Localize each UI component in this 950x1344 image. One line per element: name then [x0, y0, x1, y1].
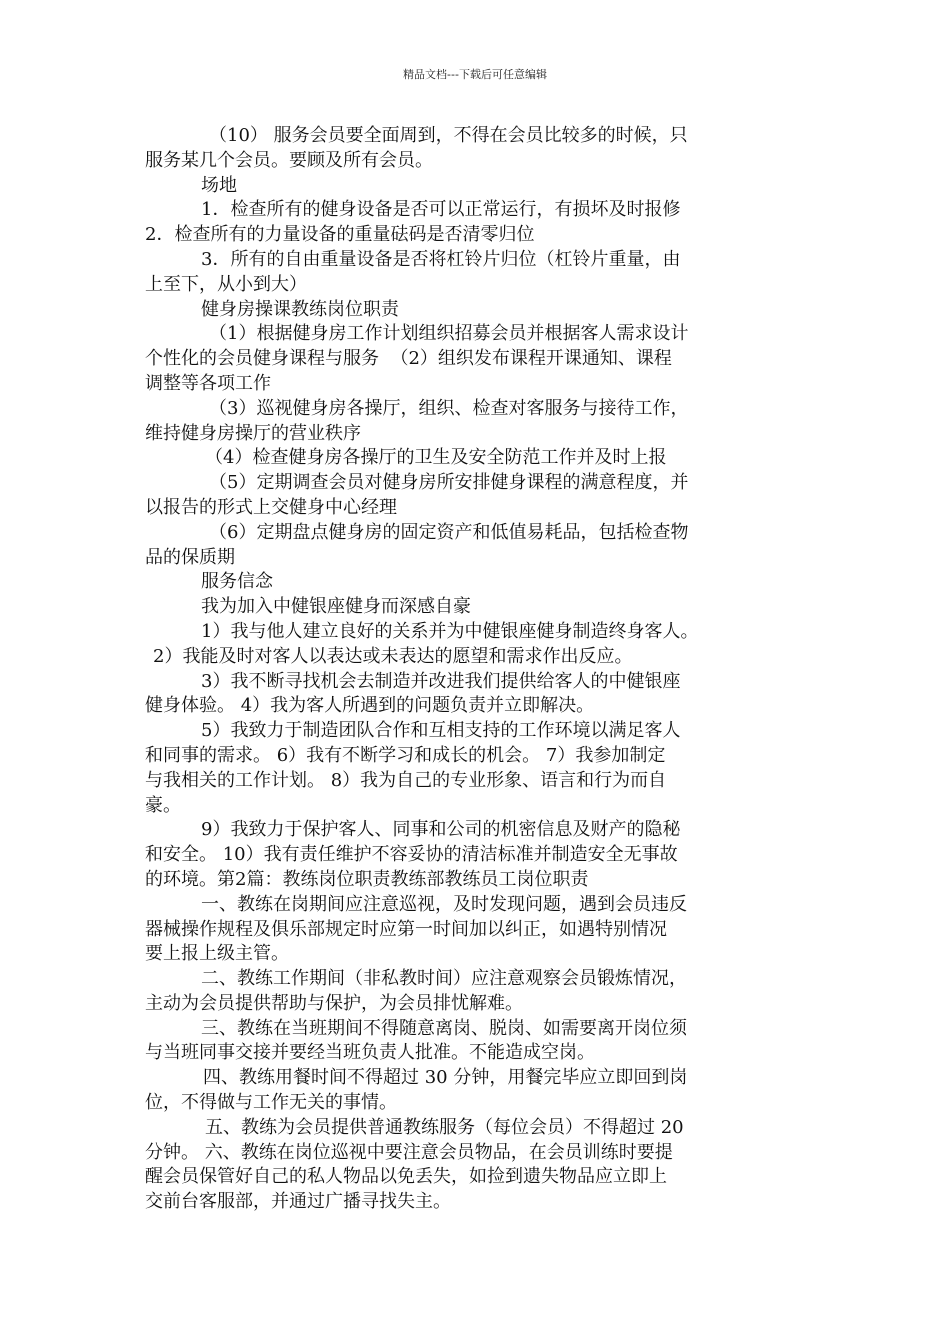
- text-line: 3）我不断寻找机会去制造并改进我们提供给客人的中健银座: [201, 670, 681, 692]
- text-line: （10） 服务会员要全面周到，不得在会员比较多的时候，只: [209, 125, 688, 146]
- text-line: 豪。: [145, 794, 181, 816]
- text-line: 9）我致力于保护客人、同事和公司的机密信息及财产的隐秘: [201, 819, 681, 841]
- text-line: 调整等各项工作: [145, 372, 271, 394]
- text-line: 和同事的需求。 6）我有不断学习和成长的机会。 7）我参加制定: [145, 744, 666, 766]
- text-line: 和安全。 10）我有责任维护不容妥协的清洁标准并制造安全无事故: [145, 844, 678, 866]
- text-line: 服务某几个会员。要顾及所有会员。: [145, 149, 433, 171]
- text-line: 上至下，从小到大）: [145, 273, 307, 295]
- text-line: 个性化的会员健身课程与服务 （2）组织发布课程开课通知、课程: [145, 348, 672, 370]
- text-line: （3）巡视健身房各操厅，组织、检查对客服务与接待工作，: [209, 397, 689, 419]
- text-line: 醒会员保管好自己的私人物品以免丢失，如捡到遗失物品应立即上: [145, 1166, 667, 1188]
- text-line: 主动为会员提供帮助与保护，为会员排忧解难。: [145, 992, 523, 1014]
- text-line: 与我相关的工作计划。 8）我为自己的专业形象、语言和行为而自: [145, 769, 667, 791]
- text-line: 一、教练在岗期间应注意巡视，及时发现问题，遇到会员违反: [201, 893, 687, 915]
- text-line: （1）根据健身房工作计划组织招募会员并根据客人需求设计: [209, 323, 689, 345]
- text-line: （6）定期盘点健身房的固定资产和低值易耗品，包括检查物: [209, 521, 689, 543]
- text-line: 位，不得做与工作无关的事情。: [145, 1092, 397, 1114]
- text-line: 1）我与他人建立良好的关系并为中健银座健身制造终身客人。: [201, 620, 699, 642]
- text-line: 场地: [201, 174, 237, 196]
- text-line: 我为加入中健银座健身而深感自豪: [201, 596, 471, 618]
- document-body: [145, 124, 815, 1215]
- text-line: 器械操作规程及俱乐部规定时应第一时间加以纠正，如遇特别情况: [145, 918, 667, 940]
- text-line: 1．检查所有的健身设备是否可以正常运行，有损坏及时报修: [201, 199, 681, 221]
- text-line: 2）我能及时对客人以表达或未表达的愿望和需求作出反应。: [153, 645, 633, 667]
- text-line: 五、教练为会员提供普通教练服务（每位会员）不得超过 20: [205, 1116, 684, 1138]
- text-line: （4）检查健身房各操厅的卫生及安全防范工作并及时上报: [205, 447, 667, 469]
- text-line: （5）定期调查会员对健身房所安排健身课程的满意程度，并: [209, 472, 689, 494]
- text-line: 3．所有的自由重量设备是否将杠铃片归位（杠铃片重量，由: [201, 248, 681, 270]
- text-line: 要上报上级主管。: [145, 943, 289, 965]
- text-line: 2．检查所有的力量设备的重量砝码是否清零归位: [145, 224, 535, 246]
- text-line: 维持健身房操厅的营业秩序: [145, 422, 361, 444]
- text-line: 的环境。第2篇：教练岗位职责教练部教练员工岗位职责: [145, 868, 589, 890]
- text-line: 服务信念: [201, 571, 273, 593]
- text-line: 三、教练在当班期间不得随意离岗、脱岗、如需要离开岗位须: [201, 1017, 687, 1039]
- text-line: 与当班同事交接并要经当班负责人批准。不能造成空岗。: [145, 1042, 595, 1064]
- text-line: 健身房操课教练岗位职责: [201, 298, 399, 320]
- text-line: 交前台客服部，并通过广播寻找失主。: [145, 1191, 451, 1213]
- text-line: 以报告的形式上交健身中心经理: [145, 496, 397, 518]
- text-line: 二、教练工作期间（非私教时间）应注意观察会员锻炼情况，: [201, 968, 687, 990]
- text-line: 品的保质期: [145, 546, 235, 568]
- text-line: 健身体验。 4）我为客人所遇到的问题负责并立即解决。: [145, 695, 595, 717]
- text-line: 5）我致力于制造团队合作和互相支持的工作环境以满足客人: [201, 720, 681, 742]
- text-line: 四、教练用餐时间不得超过 30 分钟，用餐完毕应立即回到岗: [203, 1067, 688, 1089]
- text-line: 分钟。 六、教练在岗位巡视中要注意会员物品，在会员训练时要提: [145, 1141, 673, 1163]
- page-header: 精品文档---下载后可任意编辑: [403, 68, 547, 81]
